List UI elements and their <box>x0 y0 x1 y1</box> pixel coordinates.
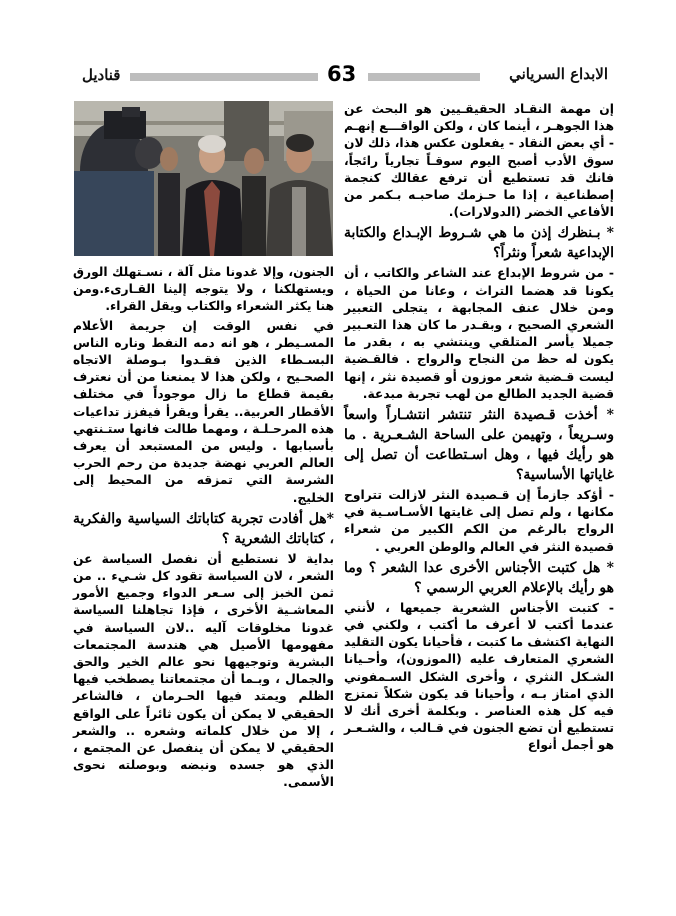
paragraph: - من شروط الإبداع عند الشاعر والكاتب ، أن يكونا قد هضما التراث ، وعانا من الحياة ، ومن خلال عنف المجابهة ، يتجلى التعبير الشعري الصحيح ، وبقـدر ما كان هذا التعـبير جميلا يأسر المتلقي وينتشي به ، بقدر ما يكون له حظ من النجاح والرواج . فالقـضية ليست قـضية شعر موزون أو قصيدة نثر ، إنها قضية الجديد الطالع من لهب تجربة مبدعة. <box>344 266 614 401</box>
paragraph: الجنون، وإلا غدونا مثل آلة ، نسـتهلك الورق ويستهلكنا ، ولا يتوجه إلينا القـارىء.ومن هنا يكثر الشعراء والكتاب ويقل القراء. <box>73 265 334 314</box>
article-column-right <box>344 101 614 757</box>
header-rule-right <box>368 73 480 81</box>
page-number: 63 <box>327 62 357 86</box>
interview-question: * بـنظرك إذن ما هي شـروط الإبـداع والكتابة الإبداعية شعراً ونثراً؟ <box>344 225 614 262</box>
paragraph: - كتبت الأجناس الشعرية جميعها ، لأنني عندما أكتب لا أعرف ما أكتب ، ولكني في النهاية اكتشف ما كتبت ، فأحيانا يكون التقليد الشعري المتعارف عليه (الموزون)، وأحـيانا الشـكل النثري ، وأخرى الشكل السـمفوني الذي امتاز بـه ، وأحيانا قد يكون شكلاً تمتزج فيه كل هذه العناصر . وبكلمة أخرى أنك لا تستطيع أن تضع الجنون في قـالب ، والشـعـر هو أجمل أنواع <box>344 600 614 753</box>
paragraph: - أؤكد جازماً إن قـصيدة النثر لازالت تتراوح مكانها ، ولم تصل إلى غايتها الأسـاسـية في الرواج بالرغم من الكم الكبير من شعراء قصيدة النثر في العالم والوطن العربي . <box>344 488 614 554</box>
header-rule-left <box>130 73 318 81</box>
article-column-left <box>73 264 334 794</box>
interview-question: *هل أفادت تجربة كتاباتك السياسية والفكرية ، كتاباتك الشعرية ؟ <box>73 510 334 547</box>
interview-question: * أخذت قـصيدة النثر تنتشر انتشـاراً واسعاً وسـريعاً ، وتهيمن على الساحة الشـعـرية . ما هو رأيك فيها ، وهل اسـتطاعت أن تصل إلى غاياتها الأساسية؟ <box>344 407 614 484</box>
paragraph: إن مهمة النقـاد الحقيقـيين هو البحث عن هذا الجوهـر ، أينما كان ، ولكن الواقـــع إنهـم - أي بعض النقاد - يفعلون عكس هذا، ذلك لان سوق الأدب أصبح اليوم سوقـاً تجارياً رائجاً، فانك قد تستطيع أن ترفع عقالك كنجمة إصطناعية ، إذا ما حـزمك صاحبـه بـكمر من الأفاعي الخضر (الدولارات). <box>344 102 614 220</box>
interview-question: * هل كتبت الأجناس الأخرى عدا الشعر ؟ وما هو رأيك بالإعلام العربي الرسمي ؟ <box>344 559 614 596</box>
section-title: قناديل <box>82 66 121 84</box>
paragraph: بداية لا نستطيع أن نفصل السياسة عن الشعر ، لان السياسة تقود كل شـيء .. من ثمن الخبز إلى سـعر الدواء وجميع الأمور المعاشـية الأخرى ، فإذا تجاهلنا السياسة غدونا مخلوقات آليه ..لان السياسة في مفهومها الأصيل هي هندسة المجتمعات البشرية وتوجيهها نحو عالم الخير والحق والجمال ، وبـما أن مجتمعاتنا يصطخب فيها الظلم ويمتد فيها الحـرمان ، فالشاعر الحقيقي لا يمكن أن يكون ثائراً على الواقع ، إلا من خلال كلماته وشعره .. والشعر الحقيقي لا يمكن أن ينفصل عن المجتمع ، الذي هو جسده ونبضه وبوصلته نحوى الأسمى. <box>73 551 334 790</box>
magazine-name: الابداع السرياني <box>509 65 608 83</box>
page-header <box>70 62 610 92</box>
photo-illustration <box>74 101 333 256</box>
paragraph: في نفس الوقت إن جريمة الأعلام المسـيطر ، هو انه دمه النفط وناره الناس البسـطاء الذين فقـدوا بـوصلة الاتجاه الصحـيح ، ولكن هذا لا يمنعنا من أن نعترف بقيمة قطاع ما زال موجوداً في مختلف الأقطار العربية.. يقرأ ويقرأ فيفزز تداعيات هذه المرحـلـة ، ومهما طالت فانها ستـنتهي بأسبابها . وليس من المستبعد أن يعرف العالم العربي نهضة جديدة من رحم الحرب الشرسة التي تمزقه من المحيط إلى الخليج. <box>73 318 334 505</box>
article-photo <box>74 101 333 256</box>
